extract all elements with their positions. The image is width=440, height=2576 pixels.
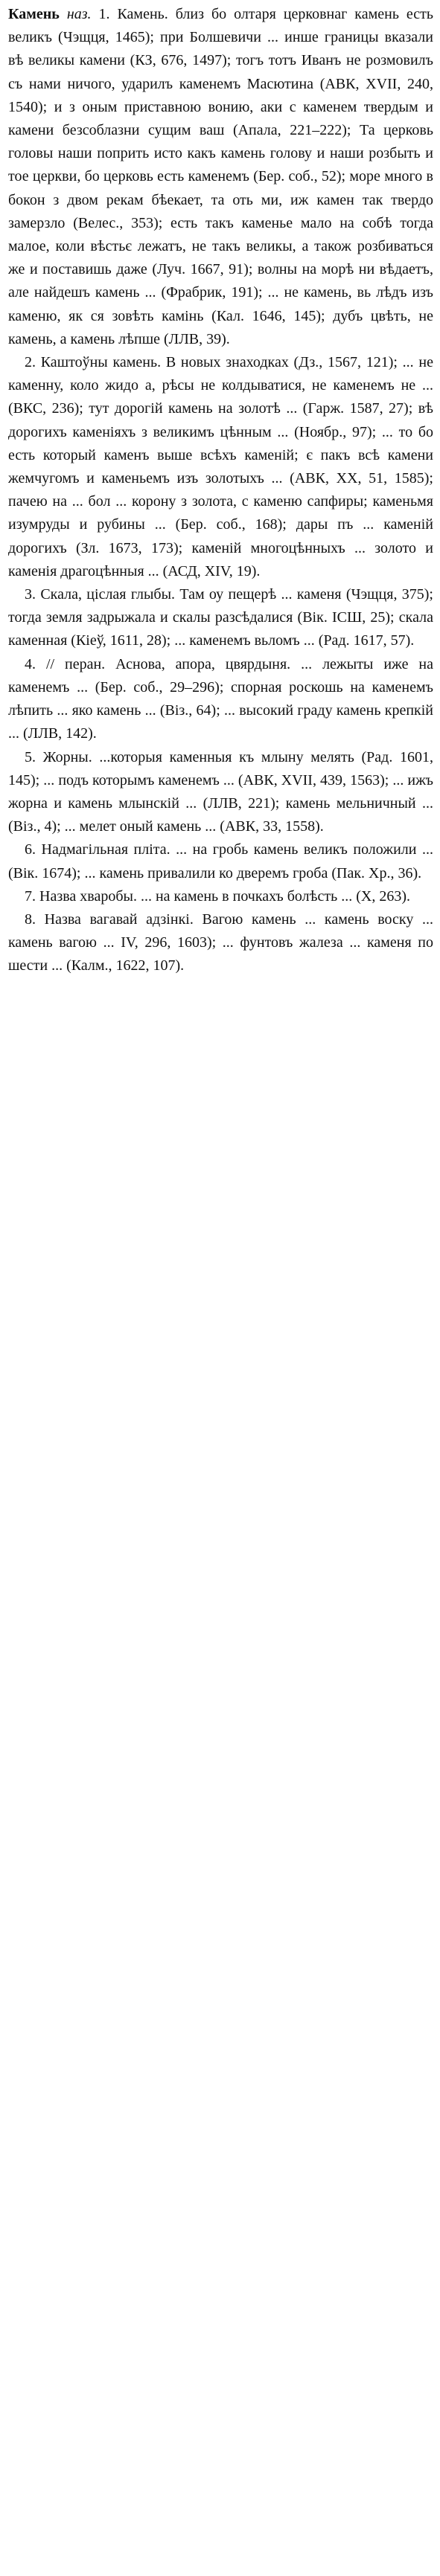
entry-paragraph-7 bbox=[8, 885, 433, 908]
sense-6-text: 6. Надмагільная пліта. ... на гробь камень великъ положили ... (Вік. 1674); ... камень привалили ко дверемъ гроба (Пак. Хр., 36). bbox=[8, 841, 433, 881]
sense-3-text: 3. Скала, ціслая глыбы. Там оу пещерѣ ... каменя (Чэщця, 375); тогда земля задрыжала и скалы разсѣдалися (Вік. ІСШ, 25); скала каменная (Кіеў, 1611, 28); ... каменемъ вьломъ ... (Рад. 1617, 57). bbox=[8, 586, 433, 649]
entry-paragraph-2 bbox=[8, 351, 433, 583]
entry-paragraph-8 bbox=[8, 908, 433, 978]
sense-2-text: 2. Каштоўны камень. В новых знаходках (Дз., 1567, 121); ... не каменну, коло жидо а, рѣсы не колдыватися, не каменемъ не ... (ВКС, 236); тут дорогій камень на золотѣ ... (Гарж. 1587, 27); вѣ дорогихъ каменіяхъ з великимъ цѣнным ... (Ноябр., 97); ... то бо есть который каменъ выше всѣхъ каменій; є пакъ всѣ камени жемчугомъ и каменьемъ изъ золотыхъ ... (АВК, XX, 51, 1585); пачею на ... бол ... корону з золота, с каменю сапфиры; каменьмя изумруды и рубины ... (Бер. соб., 168); дары пъ ... каменій дорогихъ (Зл. 1673, 173); каменій многоцѣнныхъ ... золото и каменія драгоцѣнныя ... (АСД, XIV, 19). bbox=[8, 354, 433, 579]
entry-paragraph-1 bbox=[8, 3, 433, 351]
sense-1-text: 1. Камень. близ бо олтаря церковнаг камень есть великъ (Чэщця, 1465); при Болшевичи ... инше границы вказали вѣ великы камени (КЗ, 676, 1497); тогъ тотъ Иванъ не розмовилъ съ нами ничого, ударилъ каменемъ Масютина (АВК, XVII, 240, 1540); и з оным приставною вонию, аки с каменем твердым и камени безсоблазни сущим ваш (Апала, 221–222); Та церковь головы наши поприть исто какъ камень голову и наши розбыть и тое церкви, бо церковь есть каменемъ (Бер. соб., 52); море много в бокон з двом рекам бѣекает, та оть ми, иж камен так твердо замерзло (Велес., 353); есть такъ каменье мало на собѣ тогда малое, коли вѣстьє лежатъ, не такъ великы, а також розбиваться же и поставишь даже (Луч. 1667, 91); волны на морѣ ни вѣдаетъ, але найдешъ камень ... (Фрабрик, 191); ... не камень, вь лѣдъ изъ каменю, як ся зовѣть камінь (Кал. 1646, 145); дубъ цвѣть, не камень, а камень лѣпше (ЛЛВ, 39). bbox=[8, 6, 434, 347]
entry-paragraph-5 bbox=[8, 746, 433, 839]
part-of-speech: наз. bbox=[66, 6, 92, 22]
entry-headword: Камень bbox=[8, 6, 60, 22]
entry-paragraph-6 bbox=[8, 838, 433, 884]
sense-5-text: 5. Жорны. ...которыя каменныя къ млыну мелять (Рад. 1601, 145); ... подъ которымъ каменемъ ... (АВК, XVII, 439, 1563); ... ижъ жорна и камень млынскій ... (ЛЛВ, 221); камень мельничный ... (Віз., 4); ... мелет оный камень ... (АВК, 33, 1558). bbox=[8, 748, 433, 835]
entry-paragraph-4 bbox=[8, 653, 433, 746]
sense-8-text: 8. Назва вагавай адзінкі. Вагою камень ... камень воску ... камень вагою ... ІV, 296, 1603); ... фунтовъ жалеза ... каменя по шести ... (Калм., 1622, 107). bbox=[8, 910, 433, 974]
sense-4-text: 4. // перан. Аснова, апора, цвярдыня. ... лежыты иже на каменемъ ... (Бер. соб., 29–296); спорная роскошь на каменемъ лѣпить ... яко камень ... (Віз., 64); ... высокий граду камень крепкій ... (ЛЛВ, 142). bbox=[8, 655, 433, 742]
sense-7-text: 7. Назва хваробы. ... на камень в почкахъ болѣсть ... (Х, 263). bbox=[25, 887, 410, 905]
entry-paragraph-3 bbox=[8, 583, 433, 653]
